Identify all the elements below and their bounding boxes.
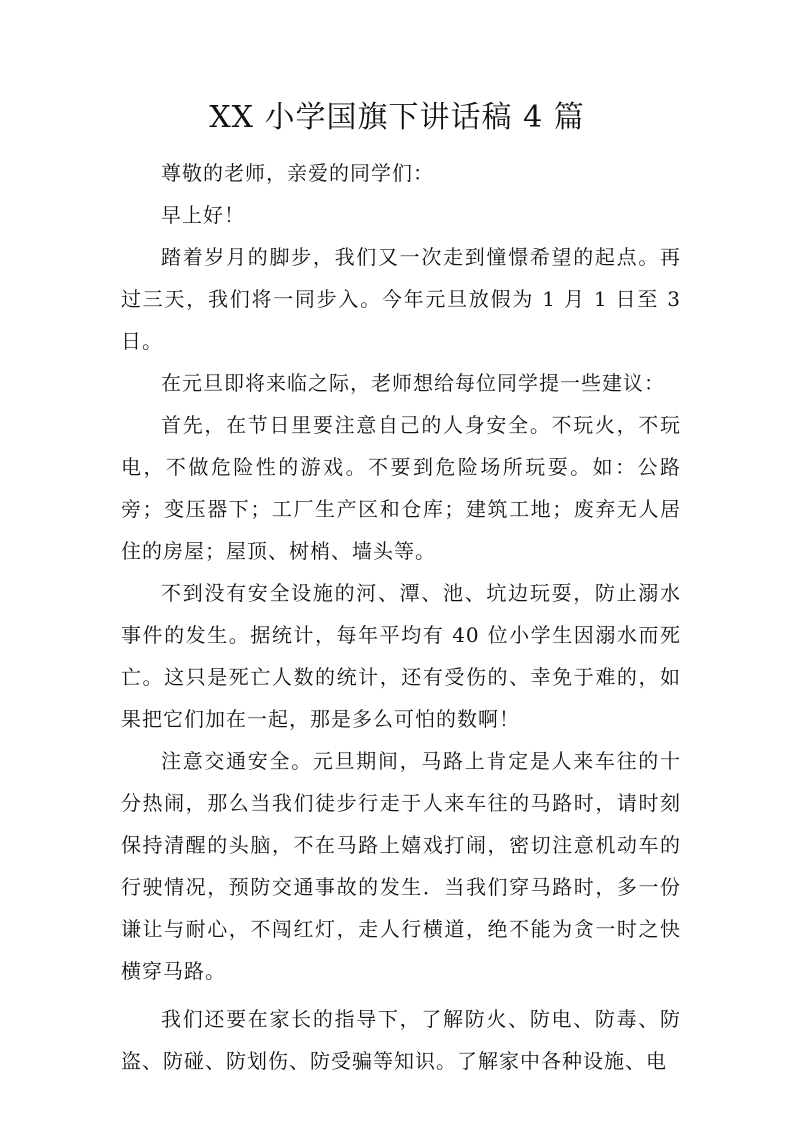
paragraph-parent-guidance: 我们还要在家长的指导下，了解防火、防电、防毒、防盗、防碰、防划伤、防受骗等知识。了解家中各种设施、电 <box>121 1007 681 1073</box>
document-body <box>121 152 681 1082</box>
paragraph-suggestions-intro: 在元旦即将来临之际，老师想给每位同学提一些建议： <box>161 371 665 395</box>
paragraph-personal-safety: 首先，在节日里要注意自己的人身安全。不玩火，不玩电，不做危险性的游戏。不要到危险场所玩耍。如：公路旁；变压器下；工厂生产区和仓库；建筑工地；废弃无人居住的房屋；屋顶、树梢、墙头等。 <box>121 413 681 563</box>
paragraph-new-year-start: 踏着岁月的脚步，我们又一次走到憧憬希望的起点。再过三天，我们将一同步入。今年元旦放假为 1 月 1 日至 3 日。 <box>121 245 681 353</box>
paragraph-good-morning: 早上好！ <box>161 203 245 227</box>
paragraph-water-safety: 不到没有安全设施的河、潭、池、坑边玩耍，防止溺水事件的发生。据统计，每年平均有 40 位小学生因溺水而死亡。这只是死亡人数的统计，还有受伤的、幸免于难的，如果把它们加在一起，那是多么可怕的数啊！ <box>121 581 681 731</box>
paragraph-traffic-safety: 注意交通安全。元旦期间，马路上肯定是人来车往的十分热闹，那么当我们徒步行走于人来车往的马路时，请时刻保持清醒的头脑，不在马路上嬉戏打闹，密切注意机动车的行驶情况，预防交通事故的发生．当我们穿马路时，多一份谦让与耐心，不闯红灯，走人行横道，绝不能为贪一时之快横穿马路。 <box>121 749 681 983</box>
document-title: XX 小学国旗下讲话稿 4 篇 <box>209 100 585 135</box>
paragraph-greeting: 尊敬的老师，亲爱的同学们： <box>161 161 434 185</box>
